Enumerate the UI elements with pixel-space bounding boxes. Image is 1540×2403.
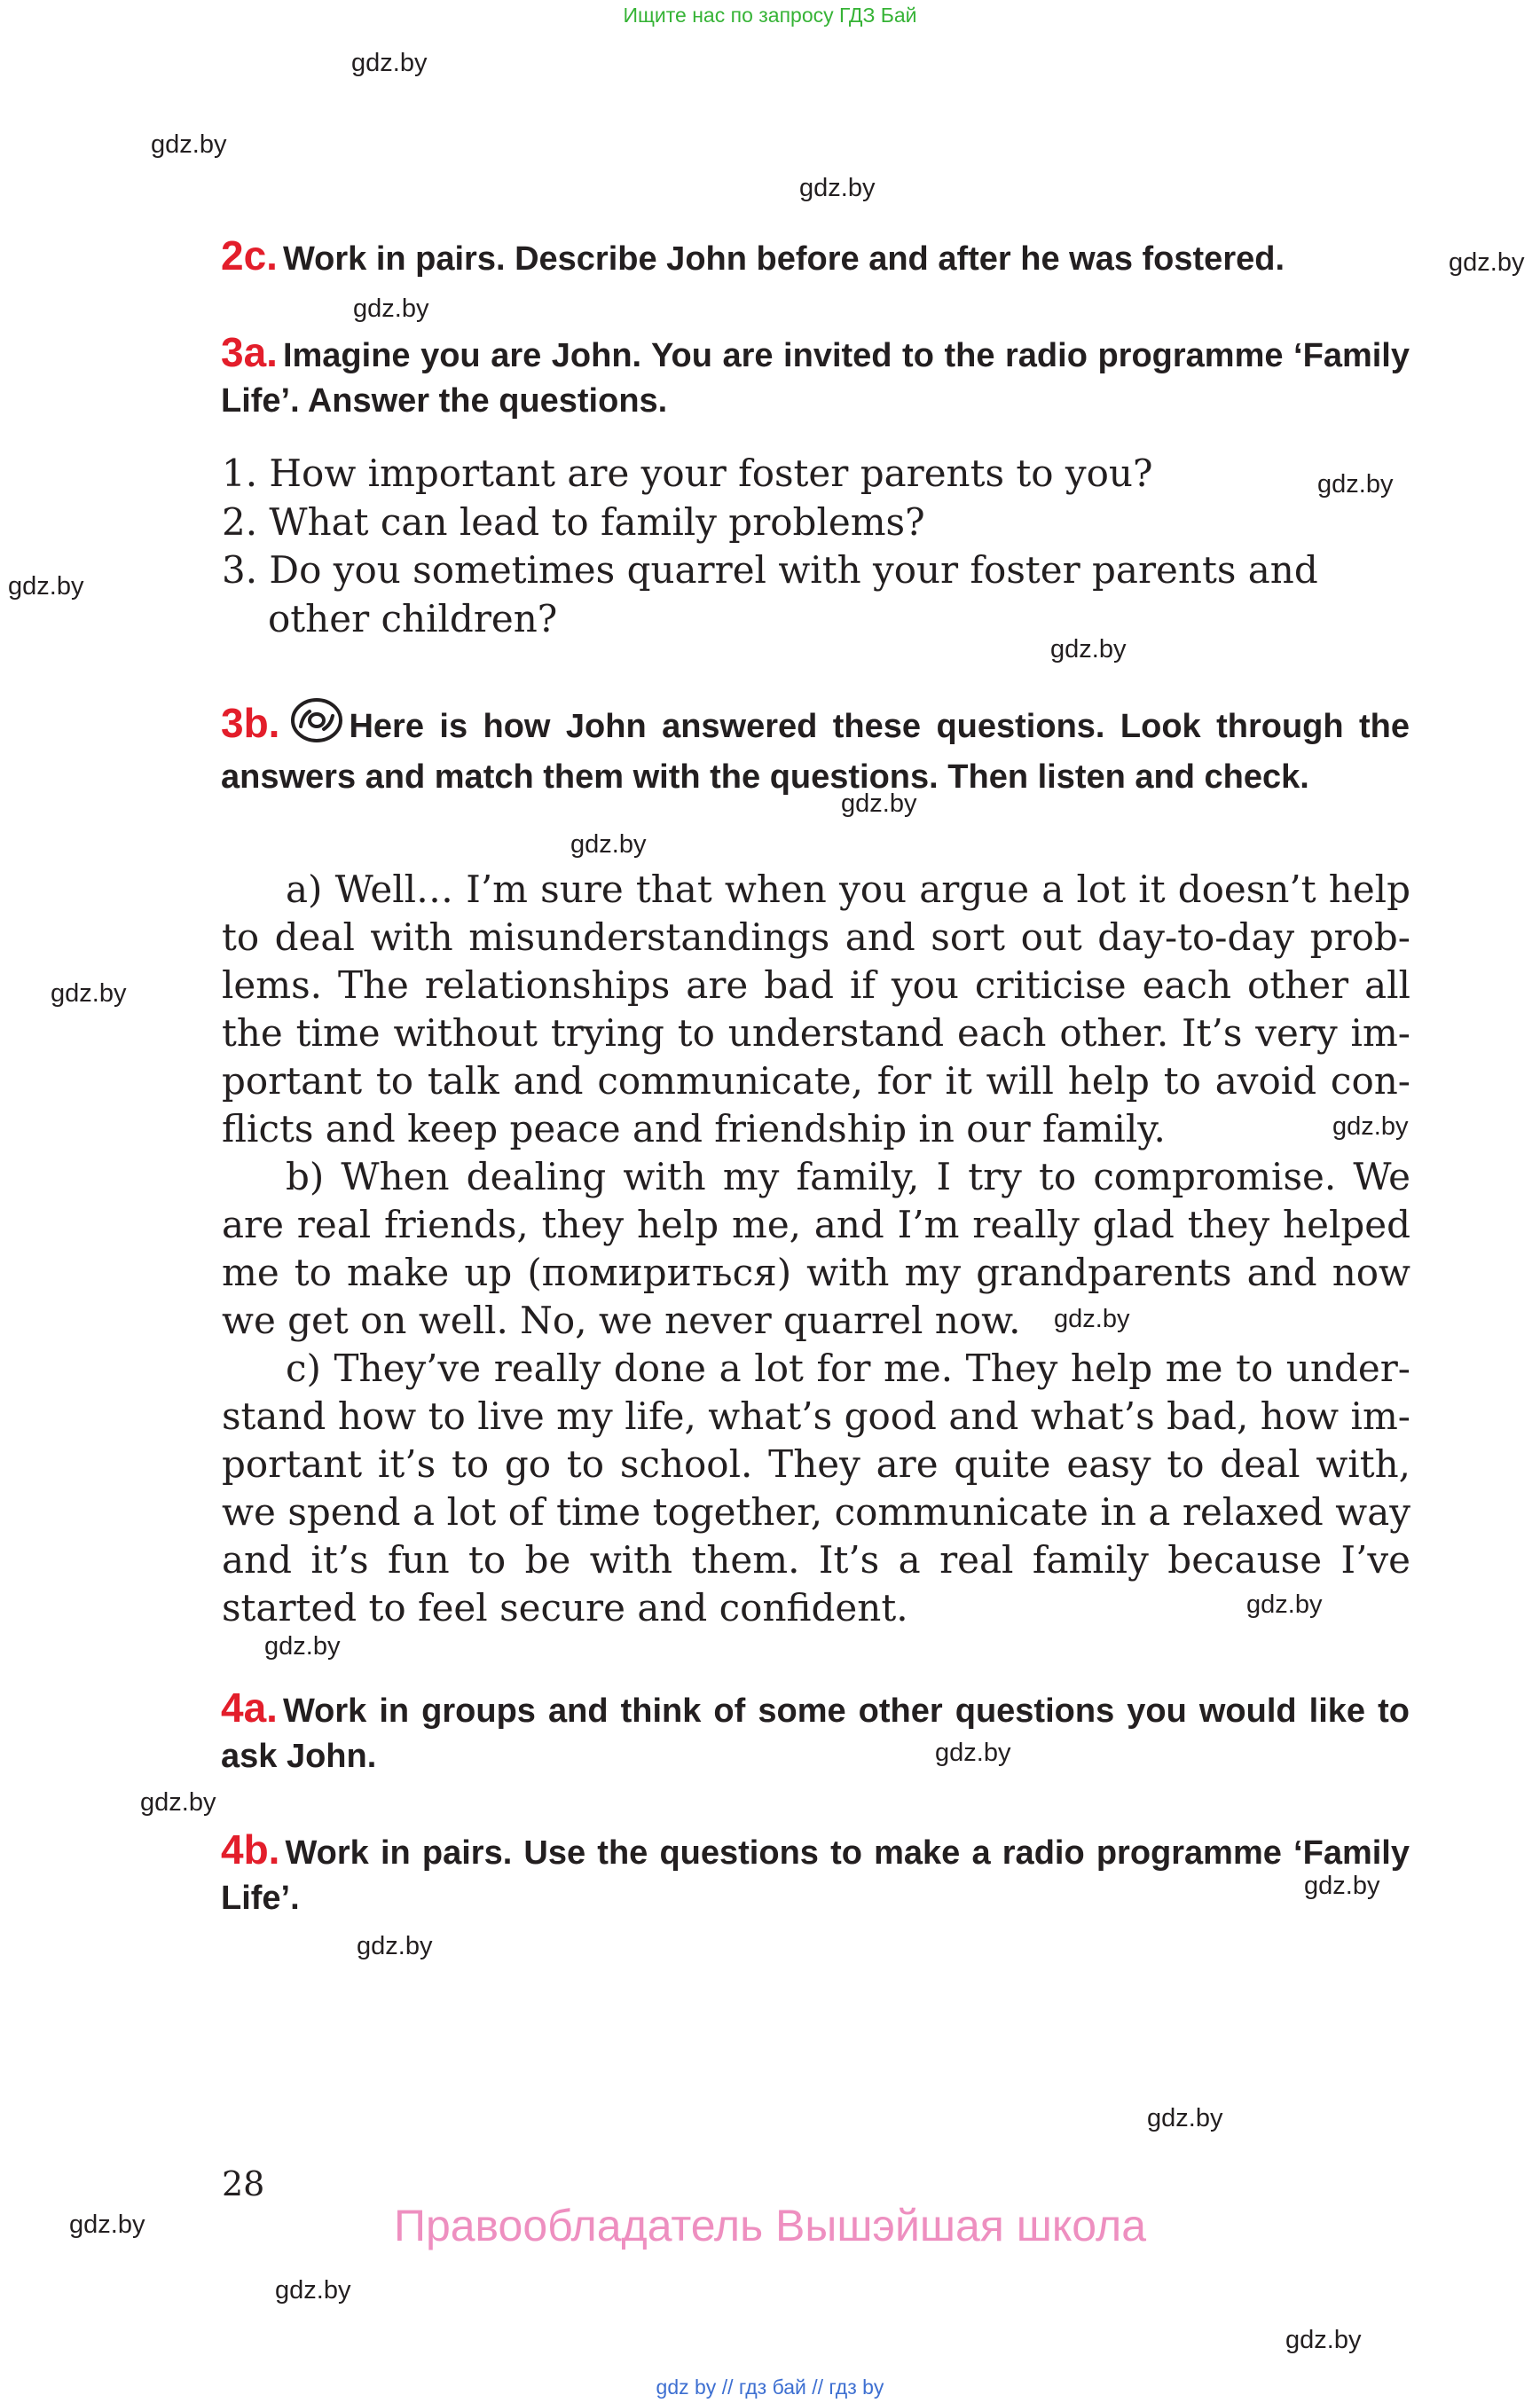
task-instruction: Here is how John answered these questions. Look through the answers and match them with the questions. Then listen and check. (221, 708, 1410, 796)
watermark: gdz.by (140, 1788, 216, 1817)
question-item: 3. Do you sometimes quarrel with your foster parents and other children? (222, 548, 1318, 640)
task-instruction: Work in pairs. Describe John before and after he was fostered. (282, 240, 1285, 278)
task-4a (221, 1685, 1410, 1779)
watermark: gdz.by (1054, 1305, 1130, 1333)
watermark: gdz.by (351, 49, 428, 77)
watermark: gdz.by (1317, 470, 1394, 499)
task-instruction: Work in groups and think of some other questions you would like to ask John. (221, 1692, 1410, 1775)
watermark: gdz.by (570, 830, 647, 859)
watermark: gdz.by (1147, 2104, 1223, 2132)
page-number: 28 (222, 2164, 265, 2203)
watermark: gdz.by (935, 1739, 1011, 1767)
copyright-notice: Правообладатель Вышэйшая школа (394, 2201, 1146, 2250)
watermark: gdz.by (1050, 635, 1127, 664)
watermark: gdz.by (1332, 1112, 1409, 1141)
task-instruction: Work in pairs. Use the questions to make a radio programme ‘Family Life’. (221, 1834, 1410, 1917)
question-item: 2. What can lead to family problems? (222, 499, 925, 544)
task-number: 3a. (221, 329, 278, 375)
watermark: gdz.by (275, 2276, 351, 2305)
task-3a (221, 330, 1410, 424)
task-number: 2c. (221, 232, 278, 279)
audio-cd-icon (290, 696, 343, 755)
task-4b (221, 1827, 1410, 1921)
watermark: gdz.by (1285, 2326, 1362, 2354)
watermark: gdz.by (8, 572, 84, 601)
watermark: gdz.by (151, 130, 227, 159)
task-2c (221, 233, 1410, 282)
task-3b (221, 696, 1410, 800)
watermark: gdz.by (1246, 1590, 1323, 1619)
watermark: gdz.by (841, 789, 917, 818)
watermark: gdz.by (264, 1632, 341, 1661)
answer-paragraph: b) When dealing with my family, I try to compromise. We are real friends, they help me, and I’m really glad they helped me to make up (помириться) with my grandparents and now we get on well. No, we never quarrel now. (222, 1155, 1410, 1342)
watermark: gdz.by (1449, 248, 1525, 277)
answer-paragraph: a) Well… I’m sure that when you argue a lot it doesn’t help to deal with misunderstandings and sort out day-to-day problems. The relationships are bad if you criticise each other all the time without trying to understand each other. It’s very important to talk and communicate, for it will help to avoid conflicts and keep peace and friendship in our family. (222, 868, 1410, 1150)
watermark: gdz.by (51, 979, 127, 1008)
footer-links: gdz by // гдз бай // гдз by (656, 2376, 884, 2399)
watermark: gdz.by (357, 1932, 433, 1960)
answer-paragraph: c) They’ve really done a lot for me. They help me to understand how to live my life, what’s good and what’s bad, how important it’s to go to school. They are quite easy to deal with, we spend a lot of time together, communicate in a relaxed way and it’s fun to be with them. It’s a real family because I’ve started to feel secure and confident. (222, 1347, 1410, 1629)
task-number: 4b. (221, 1826, 280, 1873)
watermark: gdz.by (353, 294, 429, 323)
top-banner: Ищите нас по запросу ГДЗ Бай (623, 4, 917, 27)
answers-text (222, 866, 1410, 1632)
task-number: 3b. (221, 700, 280, 746)
task-number: 4a. (221, 1684, 278, 1731)
watermark: gdz.by (1304, 1872, 1380, 1900)
task-instruction: Imagine you are John. You are invited to the radio programme ‘Family Life’. Answer the questions. (221, 337, 1410, 420)
question-list (222, 450, 1410, 643)
watermark: gdz.by (69, 2211, 145, 2239)
watermark: gdz.by (799, 174, 876, 202)
question-item: 1. How important are your foster parents to you? (222, 452, 1153, 495)
